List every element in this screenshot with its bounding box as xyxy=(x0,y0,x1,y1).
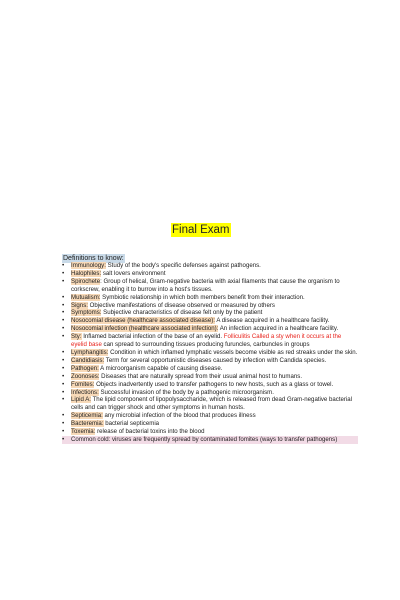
list-item xyxy=(62,396,358,412)
definition: Term for several opportunistic diseases caused by infection with Candida species. xyxy=(104,356,327,364)
term: Pathogen: xyxy=(71,364,99,372)
term: Zoonoses: xyxy=(71,372,100,380)
list-item xyxy=(62,420,358,428)
term: Toxemia: xyxy=(71,428,96,436)
list-item xyxy=(62,325,358,333)
list-item xyxy=(62,357,358,365)
definition-continued: can spread to surrounding tissues producing furuncles, carbuncles in groups xyxy=(101,341,310,349)
list-item xyxy=(62,309,358,317)
list-item xyxy=(62,428,358,436)
list-item xyxy=(62,349,358,357)
definition: bacterial septicemia xyxy=(103,420,160,428)
term: Bacteremia: xyxy=(71,420,104,428)
list-item xyxy=(62,333,358,349)
term: Symptoms: xyxy=(71,309,102,317)
term: Candidiasis: xyxy=(71,356,105,364)
list-item xyxy=(62,381,358,389)
definition: Objects inadvertently used to transfer pathogens to new hosts, such as a glass or towel. xyxy=(94,380,334,388)
term: Lymphangitis: xyxy=(71,348,109,356)
term: Infections: xyxy=(71,388,99,396)
definition: Study of the body's specific defenses against pathogens. xyxy=(105,262,261,269)
list-item xyxy=(62,389,358,397)
page-title: Final Exam xyxy=(172,224,230,236)
definition: Common cold: viruses are frequently spread by contaminated fomites (ways to transfer pathogens) xyxy=(71,435,338,443)
definition: Successful invasion of the body by a pathogenic microorganism. xyxy=(98,388,274,396)
list-item xyxy=(62,373,358,381)
term: Halophiles: xyxy=(71,269,102,277)
definition: Inflamed bacterial infection of the base of an eyelid. xyxy=(81,333,224,341)
highlighted-note: Folliculitis Called a sty when it occurs at the eyelid base xyxy=(71,333,342,349)
list-item xyxy=(62,262,358,270)
term: Immunology: xyxy=(71,262,106,269)
list-item xyxy=(62,302,358,310)
term: Lipid A: xyxy=(71,396,91,404)
list-item xyxy=(62,317,358,325)
definition: Diseases that are naturally spread from their usual animal host to humans. xyxy=(99,372,303,380)
term: Sty: xyxy=(71,333,82,341)
term: Spirochete xyxy=(71,277,101,285)
section-heading: Definitions to know: xyxy=(63,255,124,262)
definition: Objective manifestations of disease observed or measured by others xyxy=(87,301,275,309)
list-item xyxy=(62,278,358,294)
definition: A microorganism capable of causing disease. xyxy=(98,364,223,372)
term: Mutualism: xyxy=(71,293,101,301)
term: Signs: xyxy=(71,301,88,309)
definition: The lipid component of lipopolysaccharide, which is released from dead Gram-negative bacterial cells and can trigger shock and other symptoms in human hosts. xyxy=(71,396,353,412)
term: Septicemia: xyxy=(71,412,103,420)
definition: : Group of helical, Gram-negative bacteria with axial filaments that cause the organism to corkscrew, enabling it to burrow into a host's tissues. xyxy=(71,277,340,293)
list-item xyxy=(62,412,358,420)
definition: A disease acquired in a healthcare facility. xyxy=(214,317,330,325)
definition: Symbiotic relationship in which both members benefit from their interaction. xyxy=(100,293,305,301)
term: Nosocomial infection (healthcare associated infection): xyxy=(71,325,219,333)
list-item xyxy=(62,270,358,278)
term: Nosocomial disease (healthcare associated disease): xyxy=(71,317,215,325)
list-item xyxy=(62,365,358,373)
definition: Condition in which inflamed lymphatic vessels become visible as red streaks under the skin. xyxy=(108,348,358,356)
definitions-list xyxy=(62,262,358,444)
definition: release of bacterial toxins into the blood xyxy=(95,428,205,436)
term: Fomites: xyxy=(71,380,95,388)
list-item xyxy=(62,294,358,302)
list-item-highlighted xyxy=(62,436,358,444)
definition: any microbial infection of the blood that produces illness xyxy=(102,412,256,420)
definition: An infection acquired in a healthcare facility. xyxy=(218,325,339,333)
definition: Subjective characteristics of disease felt only by the patient xyxy=(101,309,263,317)
definition: salt lovers environment xyxy=(101,269,166,277)
